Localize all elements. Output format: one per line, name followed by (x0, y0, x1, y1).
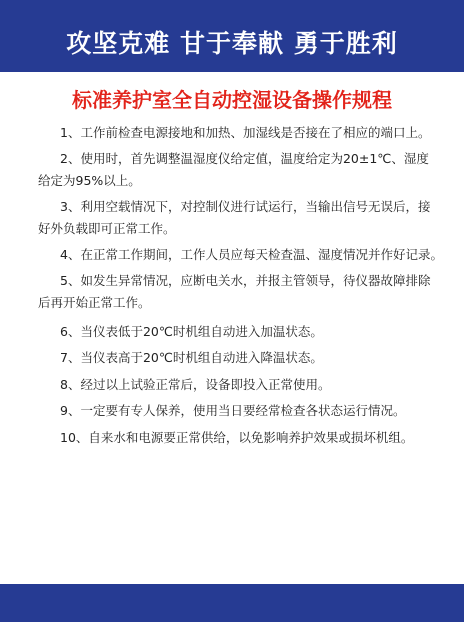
rule-item-10: 10、自来水和电源要正常供给，以免影响养护效果或损坏机组。 (60, 430, 414, 445)
rule-item-3: 3、利用空载情况下，对控制仪进行试运行，当输出信号无误后，接好外负载即可正常工作。 (38, 199, 431, 236)
rule-item-1: 1、工作前检查电源接地和加热、加湿线是否接在了相应的端口上。 (60, 125, 431, 140)
footer-band (0, 584, 464, 622)
rule-item-6: 6、当仪表低于20℃时机组自动进入加温状态。 (60, 324, 323, 339)
rule-item-8: 8、经过以上试验正常后，设备即投入正常使用。 (60, 377, 331, 392)
rule-item-4: 4、在正常工作期间，工作人员应每天检查温、湿度情况并作好记录。 (60, 247, 443, 262)
header-band (0, 0, 464, 72)
slogan: 攻坚克难 甘于奉献 勇于胜利 (66, 29, 398, 58)
rule-item-7: 7、当仪表高于20℃时机组自动进入降温状态。 (60, 350, 323, 365)
rule-item-5: 5、如发生异常情况，应断电关水，并报主管领导，待仪器故障排除后再开始正常工作。 (38, 273, 431, 310)
rule-item-2: 2、使用时，首先调整温湿度仪给定值，温度给定为20±1℃、湿度给定为95%以上。 (38, 151, 429, 188)
rule-item-9: 9、一定要有专人保养，使用当日要经常检查各状态运行情况。 (60, 403, 406, 418)
document-title: 标准养护室全自动控湿设备操作规程 (72, 88, 392, 112)
